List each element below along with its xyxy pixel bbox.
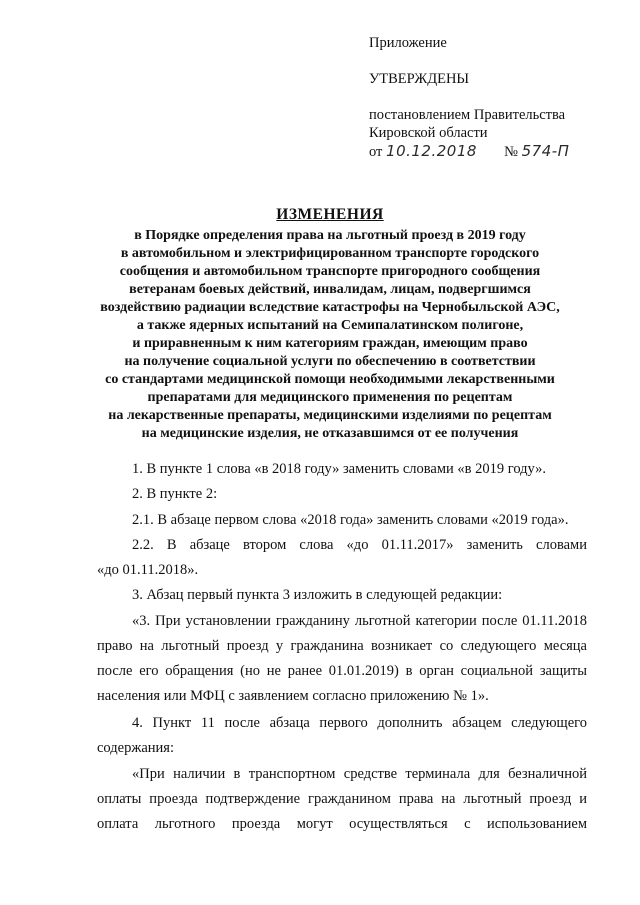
handwritten-number: 574-П — [521, 142, 570, 160]
number-prefix: № — [504, 144, 519, 160]
title-line: а также ядерных испытаний на Семипалатинском полигоне, — [136, 318, 524, 333]
paragraph-line: после его обращения (но не ранее 01.01.2019) в орган социальной защиты — [97, 663, 587, 679]
document-title — [70, 206, 590, 443]
title-line: препаратами для медицинского применения по рецептам — [147, 390, 513, 405]
title-line: в автомобильном и электрифицированном транспорте городского — [120, 246, 540, 261]
title-line: на получение социальной услуги по обеспечению в соответствии — [124, 354, 536, 369]
title-line: в Порядке определения права на льготный проезд в 2019 году — [134, 228, 526, 243]
paragraph-line: оплата льготного проезда могут осуществляться с использованием — [97, 816, 587, 832]
decree-line-1: постановлением Правительства — [369, 107, 566, 123]
approved-label: УТВЕРЖДЕНЫ — [369, 71, 470, 87]
title-line: ветеранам боевых действий, инвалидам, лицам, подвергшимся — [129, 282, 531, 297]
paragraph-3: 3. Абзац первый пункта 3 изложить в следующей редакции: — [132, 587, 503, 603]
title-line: сообщения и автомобильном транспорте пригородного сообщения — [119, 264, 541, 279]
decree-line-2: Кировской области — [369, 125, 488, 141]
paragraph-line: оплаты проезда подтверждение гражданином права на льготный проезд и — [97, 791, 587, 807]
title-line: и приравненным к ним категориям граждан, имеющим право — [132, 336, 528, 351]
appendix-label: Приложение — [369, 35, 447, 51]
paragraph-2-2 — [97, 533, 587, 583]
paragraph-line: содержания: — [97, 740, 175, 756]
paragraph-3-quote — [97, 609, 587, 709]
date-prefix: от — [369, 144, 383, 160]
title-line: на лекарственные препараты, медицинскими изделиями по рецептам — [108, 408, 552, 423]
approval-stamp — [369, 34, 569, 161]
paragraph-4 — [97, 711, 587, 761]
decree-date-line — [369, 142, 569, 161]
paragraph-line: «При наличии в транспортном средстве терминала для безналичной — [132, 766, 587, 782]
paragraph-4-quote — [97, 762, 587, 837]
paragraph-2: 2. В пункте 2: — [132, 486, 218, 502]
paragraph-1: 1. В пункте 1 слова «в 2018 году» заменить словами «в 2019 году». — [132, 461, 547, 477]
title-line: на медицинские изделия, не отказавшимся от ее получения — [141, 426, 519, 441]
paragraph-line: 4. Пункт 11 после абзаца первого дополнить абзацем следующего — [132, 715, 587, 731]
paragraph-line: 2.2. В абзаце втором слова «до 01.11.2017» заменить словами — [132, 537, 587, 553]
title-heading: ИЗМЕНЕНИЯ — [276, 206, 384, 223]
paragraph-2-1: 2.1. В абзаце первом слова «2018 года» заменить словами «2019 года». — [132, 512, 569, 528]
paragraph-line: право на льготный проезд у гражданина возникает со следующего месяца — [97, 638, 587, 654]
paragraph-line: «3. При установлении гражданину льготной категории после 01.11.2018 — [132, 613, 587, 629]
title-line: со стандартами медицинской помощи необходимыми лекарственными — [105, 372, 555, 387]
handwritten-date: 10.12.2018 — [386, 142, 477, 160]
title-line: воздействию радиации вследствие катастрофы на Чернобыльской АЭС, — [100, 300, 560, 315]
paragraph-line: населения или МФЦ с заявлением согласно приложению № 1». — [97, 688, 489, 704]
paragraph-line: «до 01.11.2018». — [97, 562, 199, 578]
